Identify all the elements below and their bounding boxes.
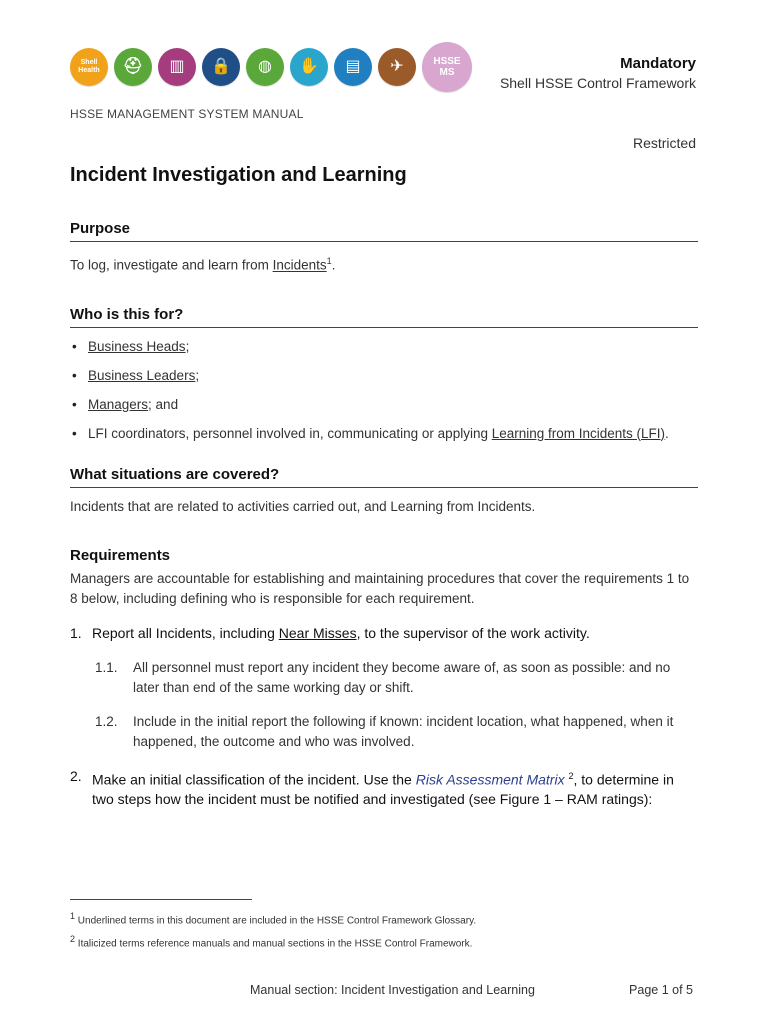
factory-icon: ▥ <box>158 48 196 86</box>
handshake-icon: ✋ <box>290 48 328 86</box>
footnote-1 <box>70 911 476 926</box>
requirements-intro: Managers are accountable for establishing and maintaining procedures that cover the requirements 1 to 8 below, including defining who is responsible for each requirement. <box>70 570 690 606</box>
list-item <box>70 424 698 444</box>
managers-link[interactable]: Managers <box>88 396 149 412</box>
manual-title: HSSE MANAGEMENT SYSTEM MANUAL <box>70 107 304 121</box>
requirement-1-2 <box>95 712 698 752</box>
footnote-divider <box>70 899 252 900</box>
hsse-icon-strip <box>70 48 472 92</box>
transport-icon: ✈ <box>378 48 416 86</box>
requirement-number: 2. <box>70 767 82 784</box>
padlock-icon: 🔒 <box>202 48 240 86</box>
page-number: Page 1 of 5 <box>629 983 693 997</box>
framework-label: Shell HSSE Control Framework <box>499 75 696 91</box>
list-item <box>70 366 698 386</box>
situations-heading: What situations are covered? <box>70 466 698 488</box>
footnote-text: Italicized terms reference manuals and manual sections in the HSSE Control Framework. <box>77 938 473 950</box>
purpose-text-start: To log, investigate and learn from <box>70 257 273 273</box>
document-status-block <box>500 55 696 91</box>
requirement-text <box>92 766 698 810</box>
document-body <box>70 220 698 809</box>
footnote-number: 1 <box>70 911 76 921</box>
list-item-suffix: ; <box>195 367 200 383</box>
footnote-ref-2: 2 <box>568 770 574 781</box>
footnote-text: Underlined terms in this document are included in the HSSE Control Framework Glossary. <box>77 915 477 927</box>
purpose-text-end: . <box>331 257 336 273</box>
list-item-suffix: . <box>665 425 669 441</box>
lfi-glossary-link[interactable]: Learning from Incidents (LFI) <box>491 425 666 441</box>
globe-icon: ◍ <box>246 48 284 86</box>
footer-section-label: Manual section: Incident Investigation and Learning <box>250 983 535 997</box>
sub-requirement-text: Include in the initial report the following if known: incident location, what happened, when it happened, the outcome and who was involved. <box>133 713 674 749</box>
who-heading: Who is this for? <box>70 306 698 328</box>
requirement-1 <box>70 623 698 643</box>
permit-icon: ▤ <box>334 48 372 86</box>
requirement-text-start: Make an initial classification of the incident. Use the <box>92 771 416 788</box>
requirements-heading: Requirements <box>70 546 171 564</box>
requirement-2 <box>70 766 698 810</box>
sub-requirement-text: All personnel must report any incident they become aware of, as soon as possible: and no later than end of the same working day or shift. <box>133 659 671 695</box>
business-leaders-link[interactable]: Business Leaders <box>88 367 196 383</box>
incidents-glossary-link[interactable]: Incidents <box>272 257 327 273</box>
requirement-text <box>92 623 590 643</box>
purpose-text <box>70 251 698 276</box>
footnote-2 <box>70 934 472 949</box>
sub-requirement-number: 1.2. <box>95 713 118 729</box>
list-item-suffix: ; and <box>148 396 179 412</box>
requirement-number: 1. <box>70 624 82 641</box>
footnote-ref-1: 1 <box>326 256 332 266</box>
list-item-suffix: ; <box>185 338 190 354</box>
requirement-1-1 <box>95 658 698 698</box>
footnote-number: 2 <box>70 934 76 944</box>
requirement-text-start: Report all Incidents, including <box>92 624 279 641</box>
audience-list <box>70 337 698 444</box>
risk-assessment-matrix-link[interactable]: Risk Assessment Matrix <box>415 771 565 788</box>
page-title: Incident Investigation and Learning <box>70 164 407 186</box>
classification-label: Restricted <box>632 135 696 151</box>
business-heads-link[interactable]: Business Heads <box>88 338 186 354</box>
near-misses-link[interactable]: Near Misses <box>278 624 357 641</box>
hard-hat-icon: ⛑ <box>114 48 152 86</box>
shell-health-icon: Shell Health <box>70 48 108 86</box>
hsse-ms-icon: HSSE MS <box>422 42 472 92</box>
mandatory-label: Mandatory <box>620 55 696 72</box>
list-item-prefix: LFI coordinators, personnel involved in, communicating or applying <box>88 425 492 441</box>
requirement-text-end: , to determine in two steps how the incident must be notified and investigated (see Figure 1 – RAM ratings): <box>92 771 674 808</box>
situations-text: Incidents that are related to activities carried out, and Learning from Incidents. <box>70 498 536 514</box>
list-item <box>70 395 698 415</box>
requirement-text-end: , to the supervisor of the work activity. <box>356 624 590 641</box>
list-item <box>70 337 698 357</box>
purpose-heading: Purpose <box>70 220 698 242</box>
sub-requirement-number: 1.1. <box>95 659 118 675</box>
